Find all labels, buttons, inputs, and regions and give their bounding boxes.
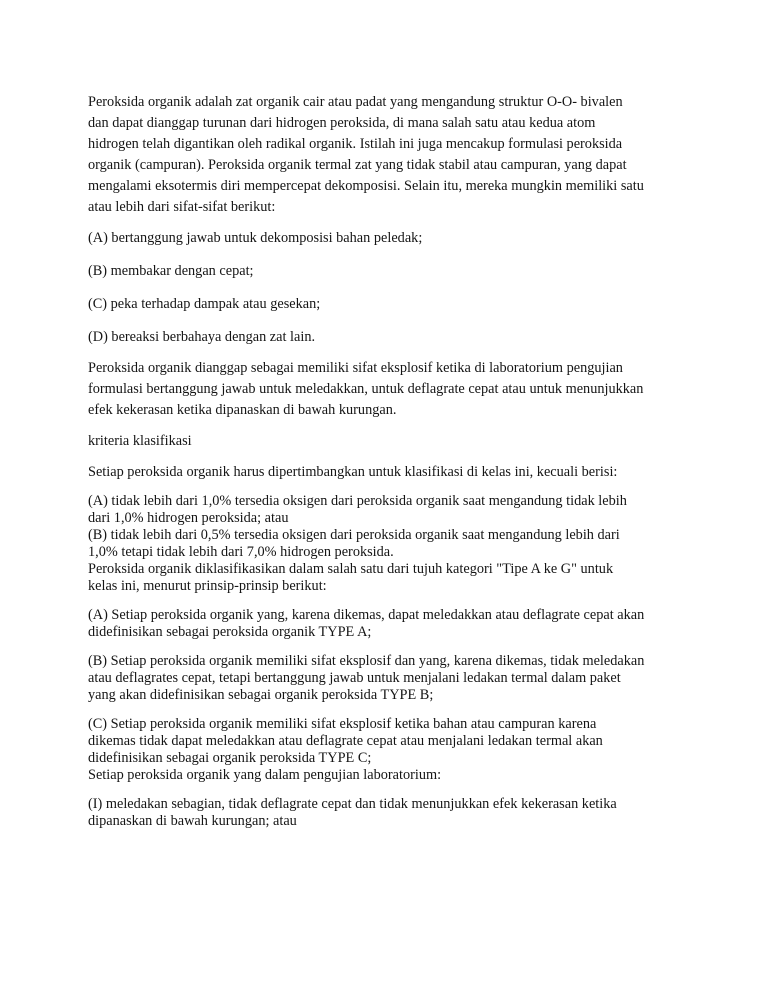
paragraph-classification: Setiap peroksida organik harus dipertimbangkan untuk klasifikasi di kelas ini, kecuali berisi:	[88, 464, 618, 480]
list-item-b: (B) membakar dengan cepat;	[88, 263, 254, 279]
list-item-c: (C) peka terhadap dampak atau gesekan;	[88, 296, 321, 312]
list-item-a: (A) bertanggung jawab untuk dekomposisi bahan peledak;	[88, 230, 423, 246]
section-heading-criteria: kriteria klasifikasi	[88, 433, 192, 449]
paragraph-conditions: (A) tidak lebih dari 1,0% tersedia oksigen dari peroksida organik saat mengandung tidak lebih dari 1,0% hidrogen peroksida; atau (B) tidak lebih dari 0,5% tersedia oksigen dari peroksida organik saat mengandung lebih dari 1,0% tetapi tidak lebih dari 7,0% hidrogen peroksida. Peroksida organik diklasifikasikan dalam salah satu dari tujuh kategori "Tipe A ke G" untuk kelas ini, menurut prinsip-prinsip berikut:	[88, 493, 627, 594]
paragraph-roman-i: (I) meledakan sebagian, tidak deflagrate cepat dan tidak menunjukkan efek kekerasan ketika dipanaskan di bawah kurungan; atau	[88, 796, 617, 829]
paragraph-type-b: (B) Setiap peroksida organik memiliki sifat eksplosif dan yang, karena dikemas, tidak meledakan atau deflagrates cepat, tetapi bertanggung jawab untuk menjalani ledakan termal dalam paket yang akan didefinisikan sebagai organik peroksida TYPE B;	[88, 653, 645, 703]
paragraph-explosive: Peroksida organik dianggap sebagai memiliki sifat eksplosif ketika di laboratorium pengujian formulasi bertanggung jawab untuk meledakkan, untuk deflagrate cepat atau untuk menunjukkan efek kekerasan ketika dipanaskan di bawah kurungan.	[88, 360, 644, 418]
list-item-d: (D) bereaksi berbahaya dengan zat lain.	[88, 329, 316, 345]
document-page	[88, 92, 688, 830]
paragraph-intro: Peroksida organik adalah zat organik cair atau padat yang mengandung struktur O-O- bivalen dan dapat dianggap turunan dari hidrogen peroksida, di mana salah satu atau kedua atom hidrogen telah digantikan oleh radikal organik. Istilah ini juga mencakup formulasi peroksida organik (campuran). Peroksida organik termal zat yang tidak stabil atau campuran, yang dapat mengalami eksotermis diri mempercepat dekomposisi. Selain itu, mereka mungkin memiliki satu atau lebih dari sifat-sifat berikut:	[88, 94, 644, 215]
paragraph-type-c: (C) Setiap peroksida organik memiliki sifat eksplosif ketika bahan atau campuran karena dikemas tidak dapat meledakkan atau deflagrate cepat atau menjalani ledakan termal akan didefinisikan sebagai organik peroksida TYPE C; Setiap peroksida organik yang dalam pengujian laboratorium:	[88, 716, 603, 783]
paragraph-type-a: (A) Setiap peroksida organik yang, karena dikemas, dapat meledakkan atau deflagrate cepat akan didefinisikan sebagai peroksida organik TYPE A;	[88, 607, 645, 640]
